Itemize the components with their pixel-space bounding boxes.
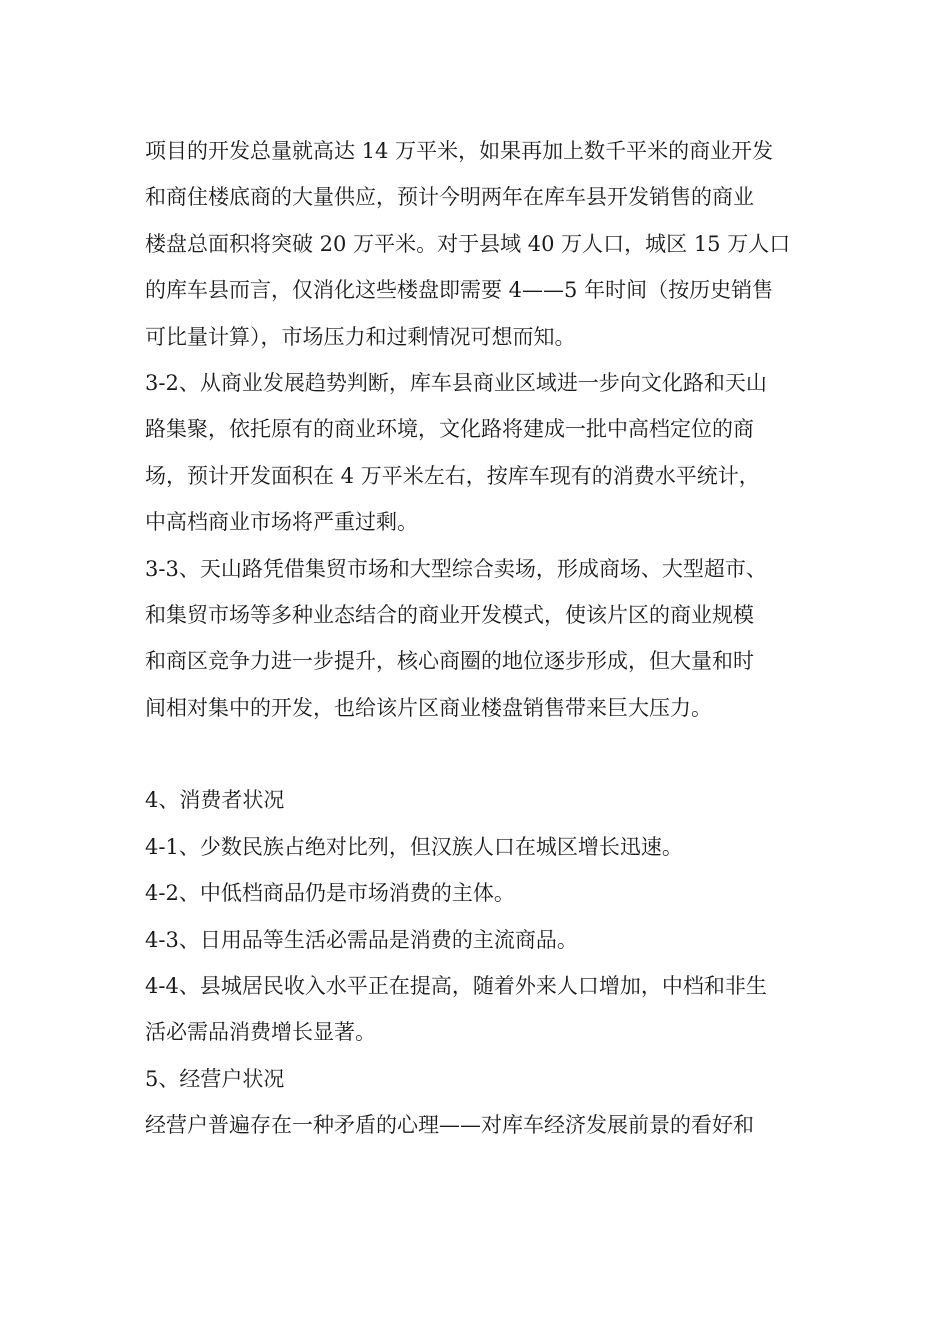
text-line: 场，预计开发面积在 4 万平米左右，按库车现有的消费水平统计， [145, 463, 760, 488]
text-line: 和商区竞争力进一步提升，核心商圈的地位逐步形成，但大量和时 [145, 649, 754, 674]
section-heading-4: 4、消费者状况 [145, 788, 285, 813]
text-line: 经营户普遍存在一种矛盾的心理——对库车经济发展前景的看好和 [145, 1113, 754, 1138]
section-4-1-line: 4-1、少数民族占绝对比列，但汉族人口在城区增长迅速。 [145, 834, 683, 859]
text-line: 楼盘总面积将突破 20 万平米。对于县域 40 万人口，城区 15 万人口 [145, 231, 791, 256]
text-line: 间相对集中的开发，也给该片区商业楼盘销售带来巨大压力。 [145, 695, 712, 720]
text-line: 的库车县而言，仅消化这些楼盘即需要 4——5 年时间（按历史销售 [145, 278, 774, 303]
text-line: 活必需品消费增长显著。 [145, 1020, 376, 1045]
section-3-3-line: 3-3、天山路凭借集贸市场和大型综合卖场，形成商场、大型超市、 [145, 556, 767, 581]
section-4-3-line: 4-3、日用品等生活必需品是消费的主流商品。 [145, 927, 578, 952]
section-heading-5: 5、经营户状况 [145, 1066, 285, 1091]
text-line: 和商住楼底商的大量供应，预计今明两年在库车县开发销售的商业 [145, 185, 754, 210]
text-line: 项目的开发总量就高达 14 万平米，如果再加上数千平米的商业开发 [145, 139, 774, 163]
section-3-2-line: 3-2、从商业发展趋势判断，库车县商业区域进一步向文化路和天山 [145, 370, 767, 395]
text-line: 中高档商业市场将严重过剩。 [145, 510, 418, 535]
paragraph-spacer [145, 731, 815, 777]
section-4-2-line: 4-2、中低档商品仍是市场消费的主体。 [145, 881, 515, 906]
text-line: 路集聚，依托原有的商业环境，文化路将建成一批中高档定位的商 [145, 417, 754, 442]
document-body [145, 128, 815, 1149]
section-4-4-line: 4-4、县城居民收入水平正在提高，随着外来人口增加，中档和非生 [145, 974, 767, 999]
text-line: 可比量计算），市场压力和过剩情况可想而知。 [145, 324, 576, 349]
text-line: 和集贸市场等多种业态结合的商业开发模式，使该片区的商业规模 [145, 602, 754, 627]
